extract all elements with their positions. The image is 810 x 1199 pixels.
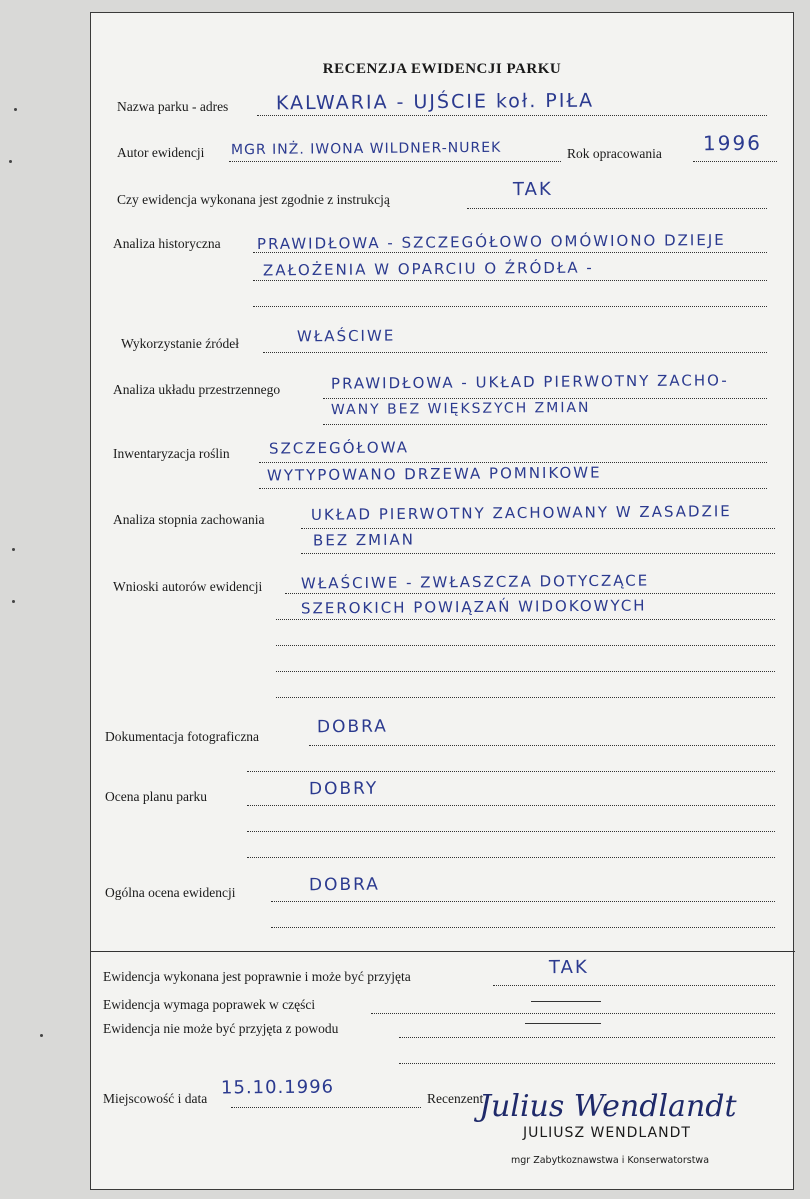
- park-name-label: Nazwa parku - adres: [117, 99, 229, 114]
- year-label: Rok opracowania: [567, 146, 662, 161]
- reviewer-label: Recenzent: [427, 1091, 484, 1106]
- preservation-label: Analiza stopnia zachowania: [113, 512, 265, 527]
- overall-value: DOBRA: [308, 874, 380, 896]
- plants-line-1: [259, 462, 767, 463]
- plan-line-1: [247, 805, 775, 806]
- rejected-line-1: [399, 1037, 775, 1038]
- reviewer-signature: Julius Wendlandt: [479, 1089, 737, 1124]
- conclusions-line-5: [276, 697, 775, 698]
- author-label: Autor ewidencji: [117, 145, 205, 160]
- plants-value-2: WYTYPOWANO DRZEWA POMNIKOWE: [266, 463, 602, 485]
- photo-doc-line-1: [309, 745, 775, 746]
- photo-doc-line-2: [247, 771, 775, 772]
- place-date-label: Miejscowość i data: [103, 1091, 208, 1106]
- margin-mark: [40, 1034, 43, 1037]
- preservation-line-1: [301, 528, 775, 529]
- preservation-value-2: BEZ ZMIAN: [312, 530, 416, 550]
- park-name-line: [257, 115, 767, 116]
- form-title: RECENZJA EWIDENCJI PARKU: [322, 61, 562, 77]
- plan-line-2: [247, 831, 775, 832]
- corrections-line: [371, 1013, 775, 1014]
- review-form: [90, 12, 794, 1190]
- accepted-line: [493, 985, 775, 986]
- rejected-line-2: [399, 1063, 775, 1064]
- park-name-value: KALWARIA - UJŚCIE koł. PIŁA: [275, 89, 595, 115]
- plants-value-1: SZCZEGÓŁOWA: [268, 438, 410, 458]
- history-value-2: ZAŁOŻENIA W OPARCIU O ŹRÓDŁA -: [262, 258, 594, 280]
- sources-line: [263, 352, 767, 353]
- rejected-label: Ewidencja nie może być przyjęta z powodu: [103, 1021, 339, 1036]
- compliance-label: Czy ewidencja wykonana jest zgodnie z instrukcją: [117, 192, 390, 207]
- year-line: [693, 161, 777, 162]
- history-line-2: [253, 280, 767, 281]
- margin-mark: [9, 160, 12, 163]
- plan-label: Ocena planu parku: [105, 789, 207, 804]
- conclusions-line-2: [276, 619, 775, 620]
- overall-line-1: [271, 901, 775, 902]
- photo-doc-value: DOBRA: [316, 716, 388, 738]
- accepted-label: Ewidencja wykonana jest poprawnie i może być przyjęta: [103, 969, 411, 984]
- preservation-line-2: [301, 553, 775, 554]
- sources-label: Wykorzystanie źródeł: [121, 336, 240, 351]
- conclusions-value-1: WŁAŚCIWE - ZWŁASZCZA DOTYCZĄCE: [300, 571, 650, 593]
- margin-mark: [12, 600, 15, 603]
- overall-line-2: [271, 927, 775, 928]
- conclusions-line-4: [276, 671, 775, 672]
- stamp-name: JULIUSZ WENDLANDT: [523, 1125, 691, 1141]
- place-date-value: 15.10.1996: [220, 1076, 335, 1099]
- layout-line-2: [323, 424, 767, 425]
- compliance-line: [467, 208, 767, 209]
- layout-line-1: [323, 398, 767, 399]
- history-line-3: [253, 306, 767, 307]
- preservation-value-1: UKŁAD PIERWOTNY ZACHOWANY W ZASADZIE: [310, 502, 732, 524]
- conclusions-line-3: [276, 645, 775, 646]
- layout-value-1: PRAWIDŁOWA - UKŁAD PIERWOTNY ZACHO-: [330, 371, 729, 393]
- plants-line-2: [259, 488, 767, 489]
- stamp-title: mgr Zabytkoznawstwa i Konserwatorstwa: [511, 1155, 710, 1166]
- accepted-value: TAK: [548, 956, 589, 979]
- history-label: Analiza historyczna: [113, 236, 221, 251]
- plan-line-3: [247, 857, 775, 858]
- plan-value: DOBRY: [308, 778, 379, 800]
- year-value: 1996: [702, 130, 763, 156]
- section-divider: [91, 951, 795, 952]
- compliance-value: TAK: [512, 178, 553, 201]
- conclusions-line-1: [285, 593, 775, 594]
- margin-mark: [14, 108, 17, 111]
- author-line: [229, 161, 561, 162]
- overall-label: Ogólna ocena ewidencji: [105, 885, 236, 900]
- sources-value: WŁAŚCIWE: [296, 326, 396, 346]
- layout-analysis-label: Analiza układu przestrzennego: [113, 382, 281, 397]
- layout-value-2: WANY BEZ WIĘKSZYCH ZMIAN: [330, 399, 591, 419]
- margin-mark: [12, 548, 15, 551]
- conclusions-value-2: SZEROKICH POWIĄZAŃ WIDOKOWYCH: [300, 596, 647, 618]
- conclusions-label: Wnioski autorów ewidencji: [113, 579, 263, 594]
- history-value-1: PRAWIDŁOWA - SZCZEGÓŁOWO OMÓWIONO DZIEJE: [256, 230, 726, 254]
- accepted-underline: [531, 1001, 601, 1002]
- plants-label: Inwentaryzacja roślin: [113, 446, 230, 461]
- photo-doc-label: Dokumentacja fotograficzna: [105, 729, 260, 744]
- author-value: MGR INŻ. IWONA WILDNER-NUREK: [230, 139, 502, 159]
- place-date-line: [231, 1107, 421, 1108]
- corrections-underline: [525, 1023, 601, 1024]
- corrections-label: Ewidencja wymaga poprawek w części: [103, 997, 316, 1012]
